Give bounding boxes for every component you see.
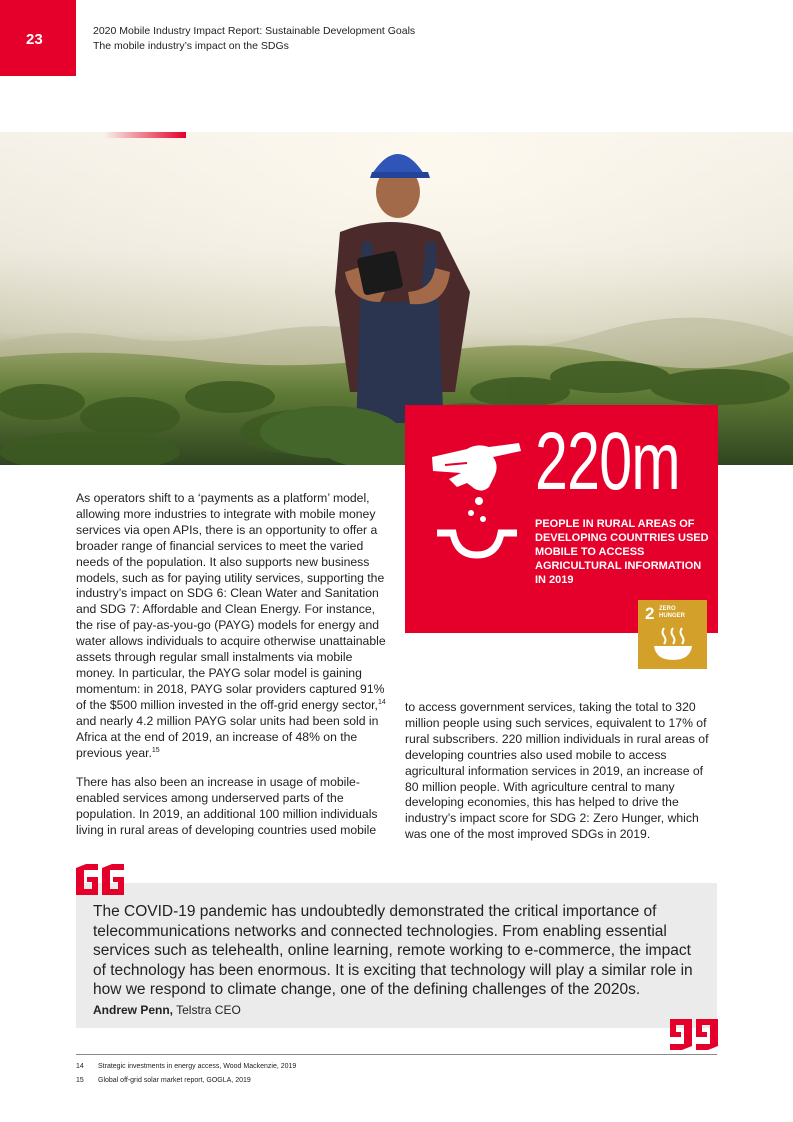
stat-description: PEOPLE IN RURAL AREAS OF DEVELOPING COUNTRIES USED MOBILE TO ACCESS AGRICULTURAL INFORMATION IN 2019 — [535, 518, 709, 586]
footnote-divider — [76, 1054, 717, 1055]
paragraph: to access government services, taking the total to 320 million people using such services, equivalent to 17% of rural subscribers. 220 million individuals in rural areas of developing countries also used mobile to access agricultural information services in 2019, an increase of 80 million people. With agriculture central to many developing economies, this has helped to drive the industry’s impact score for SDG 2: Zero Hunger, which was one of the most improved SDGs in 2019. — [405, 700, 709, 842]
paragraph: As operators shift to a ‘payments as a platform’ model, allowing more industries to integrate with mobile money services via open APIs, there is an opportunity to offer a broader range of financial services to meet the varied needs of the population. It also supports new business models, such as for paying utility services, supporting the industry’s impact on SDG 6: Clean Water and Sanitation and SDG 7: Affordable and Clean Energy. For instance, the rise of pay-as-you-go (PAYG) models for energy and water allows individuals to acquire otherwise unattainable assets through regular small instalments via mobile money. In particular, the PAYG solar model is gaining momentum: in 2018, PAYG solar providers captured 91% of the $500 million invested in the off-grid energy sector,$^{14}$ and nearly 4.2 million PAYG solar units had been sold in Africa at the end of 2019, an increase of 48% on the previous year.$^{15}$ — [76, 491, 386, 760]
hand-seeding-icon — [427, 435, 527, 565]
body-column-2 — [405, 700, 717, 843]
footnote-ref: 15 — [151, 746, 160, 754]
open-quote-icon — [74, 862, 128, 896]
section-title: The mobile industry’s impact on the SDGs — [93, 40, 289, 52]
footnote-ref: 14 — [377, 698, 386, 706]
page-number: 23 — [0, 0, 76, 76]
food-bowl-icon — [652, 626, 694, 662]
quote-text: The COVID-19 pandemic has undoubtedly demonstrated the critical importance of telecommunications networks and connected technologies. From enabling essential services such as telehealth, online learning, remote working to e-commerce, the impact of technology has been enormous. It is exciting that technology will play a similar role in how we respond to climate change, one of the defining challenges of the 2020s. — [93, 903, 693, 998]
close-quote-icon — [668, 1018, 720, 1052]
accent-bar — [104, 132, 186, 138]
stat-number: 220m — [535, 416, 680, 507]
quote-author: Andrew Penn, Telstra CEO — [93, 1003, 241, 1017]
footnote-15: 15 Global off-grid solar market report, GOGLA, 2019 — [76, 1077, 251, 1084]
report-title: 2020 Mobile Industry Impact Report: Sustainable Development Goals — [93, 25, 416, 37]
footnote-14: 14 Strategic investments in energy access, Wood Mackenzie, 2019 — [76, 1063, 297, 1070]
paragraph: There has also been an increase in usage of mobile-enabled services among underserved parts of the population. In 2019, an additional 100 million individuals living in rural areas of developing countries used mobile — [76, 775, 378, 838]
body-column-1 — [76, 491, 391, 853]
sdg-number: 2 — [645, 604, 655, 623]
sdg-2-badge — [638, 600, 707, 669]
sdg-label: ZERO HUNGER — [659, 606, 686, 619]
stat-callout — [405, 405, 718, 633]
